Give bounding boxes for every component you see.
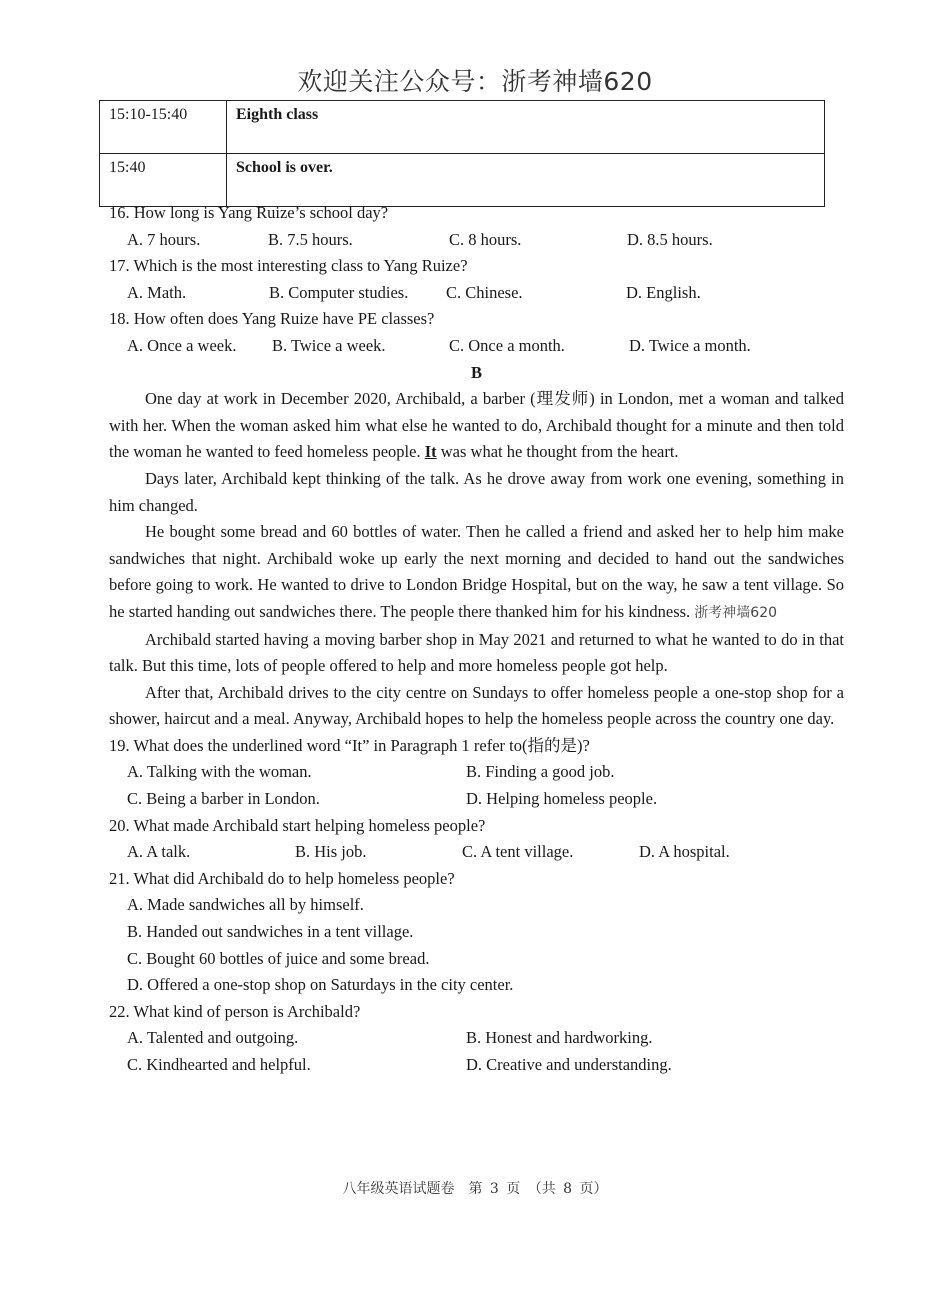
question-19 [109, 733, 844, 813]
question-stem: 18. How often does Yang Ruize have PE classes? [109, 309, 435, 329]
option-a: A. Talking with the woman. [127, 762, 312, 782]
question-21 [109, 866, 844, 999]
option-d: D. 8.5 hours. [627, 229, 713, 249]
question-stem: 19. What does the underlined word “It” in Paragraph 1 refer to(指的是)? [109, 735, 590, 755]
option-c: C. Kindhearted and helpful. [127, 1055, 311, 1074]
question-16 [109, 200, 844, 253]
passage-paragraph-4: Archibald started having a moving barber shop in May 2021 and returned to what he wanted to do in that talk. But this time, lots of people offered to help and more homeless people got help. [109, 629, 844, 676]
passage-paragraph-1 [109, 386, 844, 466]
question-stem: 22. What kind of person is Archibald? [109, 1001, 361, 1021]
option-a: A. Once a week. [127, 335, 237, 355]
option-a: A. Talented and outgoing. [127, 1028, 299, 1048]
question-17 [109, 253, 844, 306]
option-d: D. Helping homeless people. [466, 789, 658, 809]
question-stem: 17. Which is the most interesting class to Yang Ruize? [109, 256, 468, 276]
option-b: B. Finding a good job. [466, 762, 615, 782]
option-a: A. 7 hours. [127, 229, 201, 249]
watermark-title: 欢迎关注公众号：浙考神墙620 [297, 67, 653, 96]
option-c: C. A tent village. [462, 842, 574, 862]
question-stem: 21. What did Archibald do to help homeless people? [109, 868, 455, 888]
page-footer: 八年级英语试题卷 第 3 页 （共 8 页） [342, 1181, 608, 1197]
option-b: B. Computer studies. [269, 282, 409, 302]
options-row [109, 1052, 844, 1079]
options-row [109, 786, 844, 813]
schedule-table [99, 100, 825, 207]
inline-watermark: 浙考神墙620 [694, 604, 778, 621]
table-row [100, 101, 825, 154]
options-row [109, 1025, 844, 1052]
paragraph-text: One day at work in December 2020, Archibald, a barber (理发师) in London, met a woman and talked with her. When the woman asked him what else he wanted to do, Archibald thought for a minute and then told the woman he wanted to feed homeless people. [109, 389, 844, 462]
question-stem: 16. How long is Yang Ruize’s school day? [109, 203, 389, 222]
schedule-time: 15:10-15:40 [100, 101, 227, 154]
option-c: C. Bought 60 bottles of juice and some bread. [127, 948, 430, 968]
option-d: D. Creative and understanding. [466, 1055, 672, 1074]
option-b: B. Honest and hardworking. [466, 1028, 653, 1048]
exam-content [109, 200, 844, 1079]
question-22 [109, 999, 844, 1079]
option-d: D. Offered a one-stop shop on Saturdays in the city center. [127, 975, 514, 995]
options-row [109, 280, 844, 307]
schedule-activity: School is over. [227, 154, 825, 207]
option-a: A. A talk. [127, 842, 191, 862]
option-d: D. A hospital. [639, 842, 730, 862]
passage-paragraph-2: Days later, Archibald kept thinking of the talk. As he drove away from work one evening, something in him changed. [109, 468, 844, 515]
options-row [109, 333, 844, 360]
passage-paragraph-5: After that, Archibald drives to the city centre on Sundays to offer homeless people a one-stop shop for a shower, haircut and a meal. Anyway, Archibald hopes to help the homeless people across the country one day. [109, 682, 844, 729]
schedule-activity: Eighth class [227, 101, 825, 154]
underlined-word: It [424, 442, 437, 462]
question-20 [109, 813, 844, 866]
option-d: D. Twice a month. [629, 335, 751, 355]
options-row [109, 839, 844, 866]
option-b: B. Handed out sandwiches in a tent village. [127, 922, 414, 942]
option-c: C. Once a month. [449, 335, 565, 355]
option-a: A. Made sandwiches all by himself. [127, 895, 364, 915]
paragraph-text: He bought some bread and 60 bottles of water. Then he called a friend and asked her to help him make sandwiches that night. Archibald woke up early the next morning and decided to hand out the sandwiches before going to work. He wanted to drive to London Bridge Hospital, but on the way, he saw a tent village. So he started handing out sandwiches there. The people there thanked him for his kindness. [109, 522, 844, 621]
schedule-time: 15:40 [100, 154, 227, 207]
option-c: C. Being a barber in London. [127, 789, 320, 809]
section-heading: B [470, 362, 482, 382]
paragraph-text: was what he thought from the heart. [436, 442, 679, 462]
option-c: C. Chinese. [446, 282, 523, 302]
option-a: A. Math. [127, 282, 187, 302]
option-b: B. Twice a week. [272, 335, 386, 355]
table-row [100, 154, 825, 207]
question-stem: 20. What made Archibald start helping homeless people? [109, 815, 486, 835]
option-b: B. 7.5 hours. [268, 229, 353, 249]
passage-paragraph-3 [109, 519, 844, 626]
option-b: B. His job. [295, 842, 367, 862]
option-c: C. 8 hours. [449, 229, 522, 249]
option-d: D. English. [626, 282, 701, 302]
options-row [109, 227, 844, 254]
options-row [109, 759, 844, 786]
question-18 [109, 306, 844, 359]
